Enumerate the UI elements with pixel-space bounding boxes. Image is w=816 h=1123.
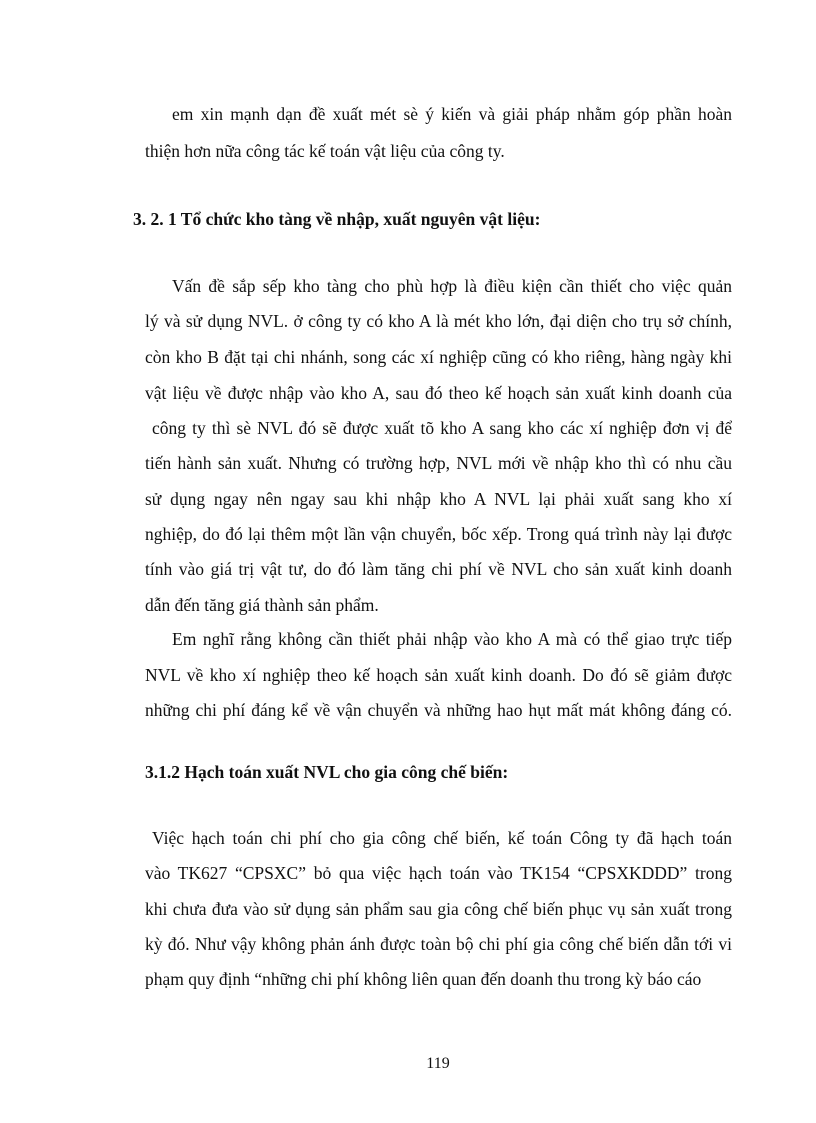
paragraph-line: kỳ đó. Như vậy không phản ánh được toàn bộ chi phí gia công chế biến dẫn tới vi xyxy=(145,934,732,954)
paragraph-line: tiến hành sản xuất. Nhưng có trường hợp, NVL mới về nhập kho thì có nhu cầu xyxy=(145,453,732,473)
paragraph-line: còn kho B đặt tại chi nhánh, song các xí nghiệp cũng có kho riêng, hàng ngày khi xyxy=(145,347,732,367)
paragraph-line: vật liệu về được nhập vào kho A, sau đó theo kế hoạch sản xuất kinh doanh của xyxy=(145,383,732,403)
paragraph-line: công ty thì sè NVL đó sẽ được xuất tõ kho A sang kho các xí nghiệp đơn vị để xyxy=(152,418,732,438)
paragraph-line: NVL về kho xí nghiệp theo kế hoạch sản xuất kinh doanh. Do đó sẽ giảm được xyxy=(145,665,732,685)
paragraph-line: những chi phí đáng kể về vận chuyển và những hao hụt mất mát không đáng có. xyxy=(145,700,732,720)
paragraph-line: vào TK627 “CPSXC” bỏ qua việc hạch toán vào TK154 “CPSXKDDD” trong xyxy=(145,863,732,883)
intro-line-2: thiện hơn nữa công tác kế toán vật liệu của công ty. xyxy=(145,141,505,161)
paragraph-line: Vấn đề sắp sếp kho tàng cho phù hợp là điều kiện cần thiết cho việc quản xyxy=(172,276,732,296)
page-number: 119 xyxy=(426,1055,450,1072)
section-heading-3-1-2: 3.1.2 Hạch toán xuất NVL cho gia công chế biến: xyxy=(145,762,509,782)
paragraph-line: khi chưa đưa vào sử dụng sản phẩm sau gia công chế biến phục vụ sản xuất trong xyxy=(145,899,732,919)
paragraph-line: lý và sử dụng NVL. ở công ty có kho A là mét kho lớn, đại diện cho trụ sở chính, xyxy=(145,311,732,331)
paragraph-line: dẫn đến tăng giá thành sản phẩm. xyxy=(145,595,379,615)
paragraph-line: phạm quy định “những chi phí không liên quan đến doanh thu trong kỳ báo cáo xyxy=(145,969,702,989)
paragraph-line: Việc hạch toán chi phí cho gia công chế biến, kế toán Công ty đã hạch toán xyxy=(152,828,732,848)
intro-line-1: em xin mạnh dạn đề xuất mét sè ý kiến và giải pháp nhằm góp phần hoàn xyxy=(172,104,732,124)
paragraph-line: tính vào giá trị vật tư, do đó làm tăng chi phí về NVL cho sản xuất kinh doanh xyxy=(145,559,732,579)
paragraph-line: sử dụng ngay nên ngay sau khi nhập kho A NVL lại phải xuất sang kho xí xyxy=(145,489,732,509)
section-heading-3-2-1: 3. 2. 1 Tổ chức kho tàng về nhập, xuất nguyên vật liệu: xyxy=(133,209,541,229)
paragraph-line: nghiệp, do đó lại thêm một lần vận chuyển, bốc xếp. Trong quá trình này lại được xyxy=(145,524,732,544)
paragraph-line: Em nghĩ rằng không cần thiết phải nhập vào kho A mà có thể giao trực tiếp xyxy=(172,629,732,649)
